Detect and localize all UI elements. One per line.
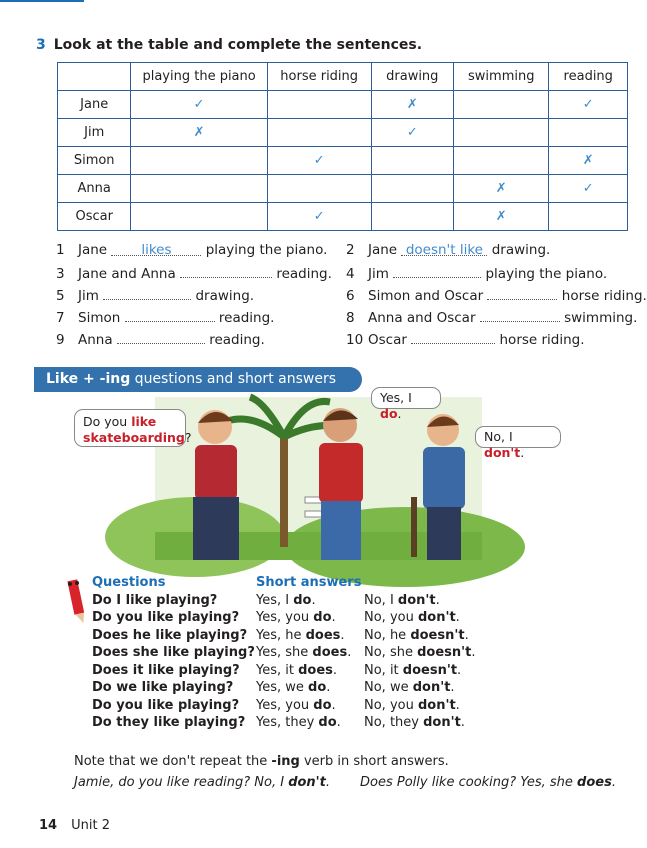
sentence-number: 1 [56, 242, 65, 258]
top-rule [0, 0, 84, 2]
answer-blank[interactable] [117, 330, 205, 344]
yes-answers-column [256, 575, 361, 733]
row-name: Oscar [58, 203, 131, 231]
question-line: Do you like playing? [92, 697, 240, 713]
question-line: Do I like playing? [92, 592, 218, 608]
sentence-end: reading. [276, 266, 332, 282]
table-cell [454, 147, 549, 175]
speech-bubble-yes [371, 387, 441, 421]
no-answer-line: No, he doesn't. [364, 627, 469, 643]
table-cell: ✗ [454, 203, 549, 231]
sentence-number: 7 [56, 310, 65, 326]
no-answer-line: No, it doesn't. [364, 662, 462, 678]
illustration-svg [155, 397, 482, 560]
questions-column [92, 575, 255, 733]
table-cell: ✗ [131, 119, 267, 147]
no-answer-line: No, I don't. [364, 592, 440, 608]
sentence-1 [56, 242, 327, 258]
table-cell [267, 175, 371, 203]
sentence-subject: Simon [78, 310, 121, 326]
table-cell [371, 175, 453, 203]
sentence-9 [56, 330, 265, 348]
answer-text: doesn't like [405, 242, 483, 258]
sentence-number: 3 [56, 266, 65, 282]
kids-illustration [155, 397, 482, 560]
sentence-number: 2 [346, 242, 355, 258]
sentence-7 [56, 308, 274, 326]
column-header: horse riding [267, 63, 371, 91]
table-cell: ✓ [371, 119, 453, 147]
sentence-number: 4 [346, 266, 355, 282]
sentence-end: reading. [209, 332, 265, 348]
question-line: Does it like playing? [92, 662, 240, 678]
table-cell: ✗ [549, 147, 628, 175]
sentence-4 [346, 264, 607, 282]
yes-answer-line: Yes, you do. [256, 697, 336, 713]
unit-label: Unit 2 [71, 818, 110, 833]
table-cell [131, 147, 267, 175]
no-answer-line: No, we don't. [364, 680, 455, 695]
table-cell: ✓ [549, 91, 628, 119]
no-answer-line: No, they don't. [364, 715, 465, 730]
sentence-subject: Simon and Oscar [368, 288, 484, 304]
question-line: Does he like playing? [92, 627, 248, 643]
yes-answer-line: Yes, it does. [256, 662, 338, 678]
table-cell [267, 119, 371, 147]
sentence-subject: Anna and Oscar [368, 310, 476, 326]
answer-blank[interactable] [103, 286, 191, 300]
sentence-end: playing the piano. [485, 266, 608, 282]
no-answers-column [364, 575, 475, 733]
sentence-subject: Jane and Anna [78, 266, 176, 282]
table-cell [454, 91, 549, 119]
table-cell [549, 203, 628, 231]
section-banner [34, 367, 362, 392]
column-header: playing the piano [131, 63, 267, 91]
bubble-text: Yes, I [380, 390, 412, 405]
exercise-number: 3 [36, 37, 46, 53]
table-cell: ✓ [131, 91, 267, 119]
question-line: Do you like playing? [92, 610, 240, 625]
bubble-text: Do you [83, 414, 128, 429]
bubble-text: . [520, 445, 525, 460]
bubble-text: No, I [484, 429, 513, 444]
page-number: 14 [39, 818, 58, 833]
table-row [58, 119, 628, 147]
column-header: drawing [371, 63, 453, 91]
exercise-instruction: Look at the table and complete the sentences. [53, 37, 423, 53]
example-1: Jamie, do you like reading? No, I don't. [74, 775, 331, 790]
answer-blank[interactable] [487, 286, 557, 300]
table-cell [371, 147, 453, 175]
sentence-subject: Oscar [368, 332, 407, 348]
no-header-spacer [364, 575, 475, 593]
yes-answer-line: Yes, she does. [256, 645, 352, 660]
table-cell [131, 203, 267, 231]
banner-rest: questions and short answers [130, 371, 336, 387]
banner-bold: Like + -ing [46, 371, 131, 387]
bubble-highlight: do [380, 406, 398, 421]
table-cell [371, 203, 453, 231]
row-name: Simon [58, 147, 131, 175]
no-answer-line: No, she doesn't. [364, 645, 476, 660]
yes-answer-line: Yes, we do. [256, 680, 331, 695]
table-cell: ✓ [267, 147, 371, 175]
table-row [58, 175, 628, 203]
sentence-subject: Jane [78, 242, 108, 258]
sentence-subject: Jim [368, 266, 389, 282]
sentence-number: 9 [56, 332, 65, 348]
sentence-8 [346, 308, 637, 326]
pencil-icon [64, 574, 88, 626]
answer-blank[interactable] [401, 242, 487, 256]
row-name: Jane [58, 91, 131, 119]
example-2: Does Polly like cooking? Yes, she does. [360, 775, 616, 790]
sentence-subject: Anna [78, 332, 113, 348]
sentence-number: 10 [346, 332, 364, 348]
answer-blank[interactable] [180, 264, 272, 278]
table-cell [267, 91, 371, 119]
sentence-end: drawing. [195, 288, 255, 304]
sentence-5 [56, 286, 254, 304]
table-corner [58, 63, 131, 91]
speech-bubble-no [475, 426, 561, 460]
table-cell [549, 119, 628, 147]
question-line: Does she like playing? [92, 645, 255, 660]
table-cell: ✗ [371, 91, 453, 119]
sentence-number: 8 [346, 310, 355, 326]
no-answer-line: No, you don't. [364, 697, 460, 713]
answer-blank[interactable] [111, 242, 201, 256]
activity-table [57, 62, 628, 231]
table-cell [131, 175, 267, 203]
page-footer [39, 818, 110, 833]
sentence-2 [346, 242, 550, 258]
grammar-note: Note that we don't repeat the -ing verb in short answers. [74, 754, 449, 769]
yes-answer-line: Yes, I do. [256, 592, 316, 608]
answer-blank[interactable] [411, 330, 495, 344]
table-cell: ✓ [267, 203, 371, 231]
table-row [58, 203, 628, 231]
answer-text: likes [141, 242, 172, 258]
yes-answer-line: Yes, he does. [256, 627, 345, 643]
answers-header: Short answers [256, 575, 362, 590]
sentence-end: drawing. [491, 242, 551, 258]
bubble-highlight: don't [484, 445, 521, 460]
column-header: swimming [454, 63, 549, 91]
sentence-end: reading. [218, 310, 275, 326]
sentence-3 [56, 264, 332, 282]
answer-blank[interactable] [125, 308, 215, 322]
sentence-end: swimming. [564, 310, 638, 326]
sentence-subject: Jane [368, 242, 398, 258]
sentence-number: 5 [56, 288, 65, 304]
sentence-end: horse riding. [499, 332, 585, 348]
answer-blank[interactable] [393, 264, 481, 278]
questions-header: Questions [92, 575, 166, 590]
table-row [58, 147, 628, 175]
sentence-10 [346, 330, 585, 348]
no-answer-line: No, you don't. [364, 610, 460, 625]
sentence-end: playing the piano. [205, 242, 328, 258]
yes-answer-line: Yes, you do. [256, 610, 336, 625]
speech-bubble-question [74, 409, 192, 447]
table-cell [454, 119, 549, 147]
sentence-number: 6 [346, 288, 355, 304]
bubble-highlight: skateboarding [83, 430, 185, 445]
table-header-row [58, 63, 628, 91]
yes-answer-line: Yes, they do. [256, 715, 341, 730]
question-line: Do they like playing? [92, 715, 246, 730]
row-name: Jim [58, 119, 131, 147]
answer-blank[interactable] [480, 308, 560, 322]
sentence-end: horse riding. [561, 288, 647, 304]
column-header: reading [549, 63, 628, 91]
question-line: Do we like playing? [92, 680, 234, 695]
row-name: Anna [58, 175, 131, 203]
exercise-title [36, 37, 422, 53]
bubble-highlight: like [131, 414, 157, 429]
table-cell: ✗ [454, 175, 549, 203]
bubble-text: . [397, 406, 402, 421]
table-cell: ✓ [549, 175, 628, 203]
bubble-text: ? [184, 430, 192, 445]
sentence-6 [346, 286, 647, 304]
sentence-subject: Jim [78, 288, 99, 304]
table-row [58, 91, 628, 119]
